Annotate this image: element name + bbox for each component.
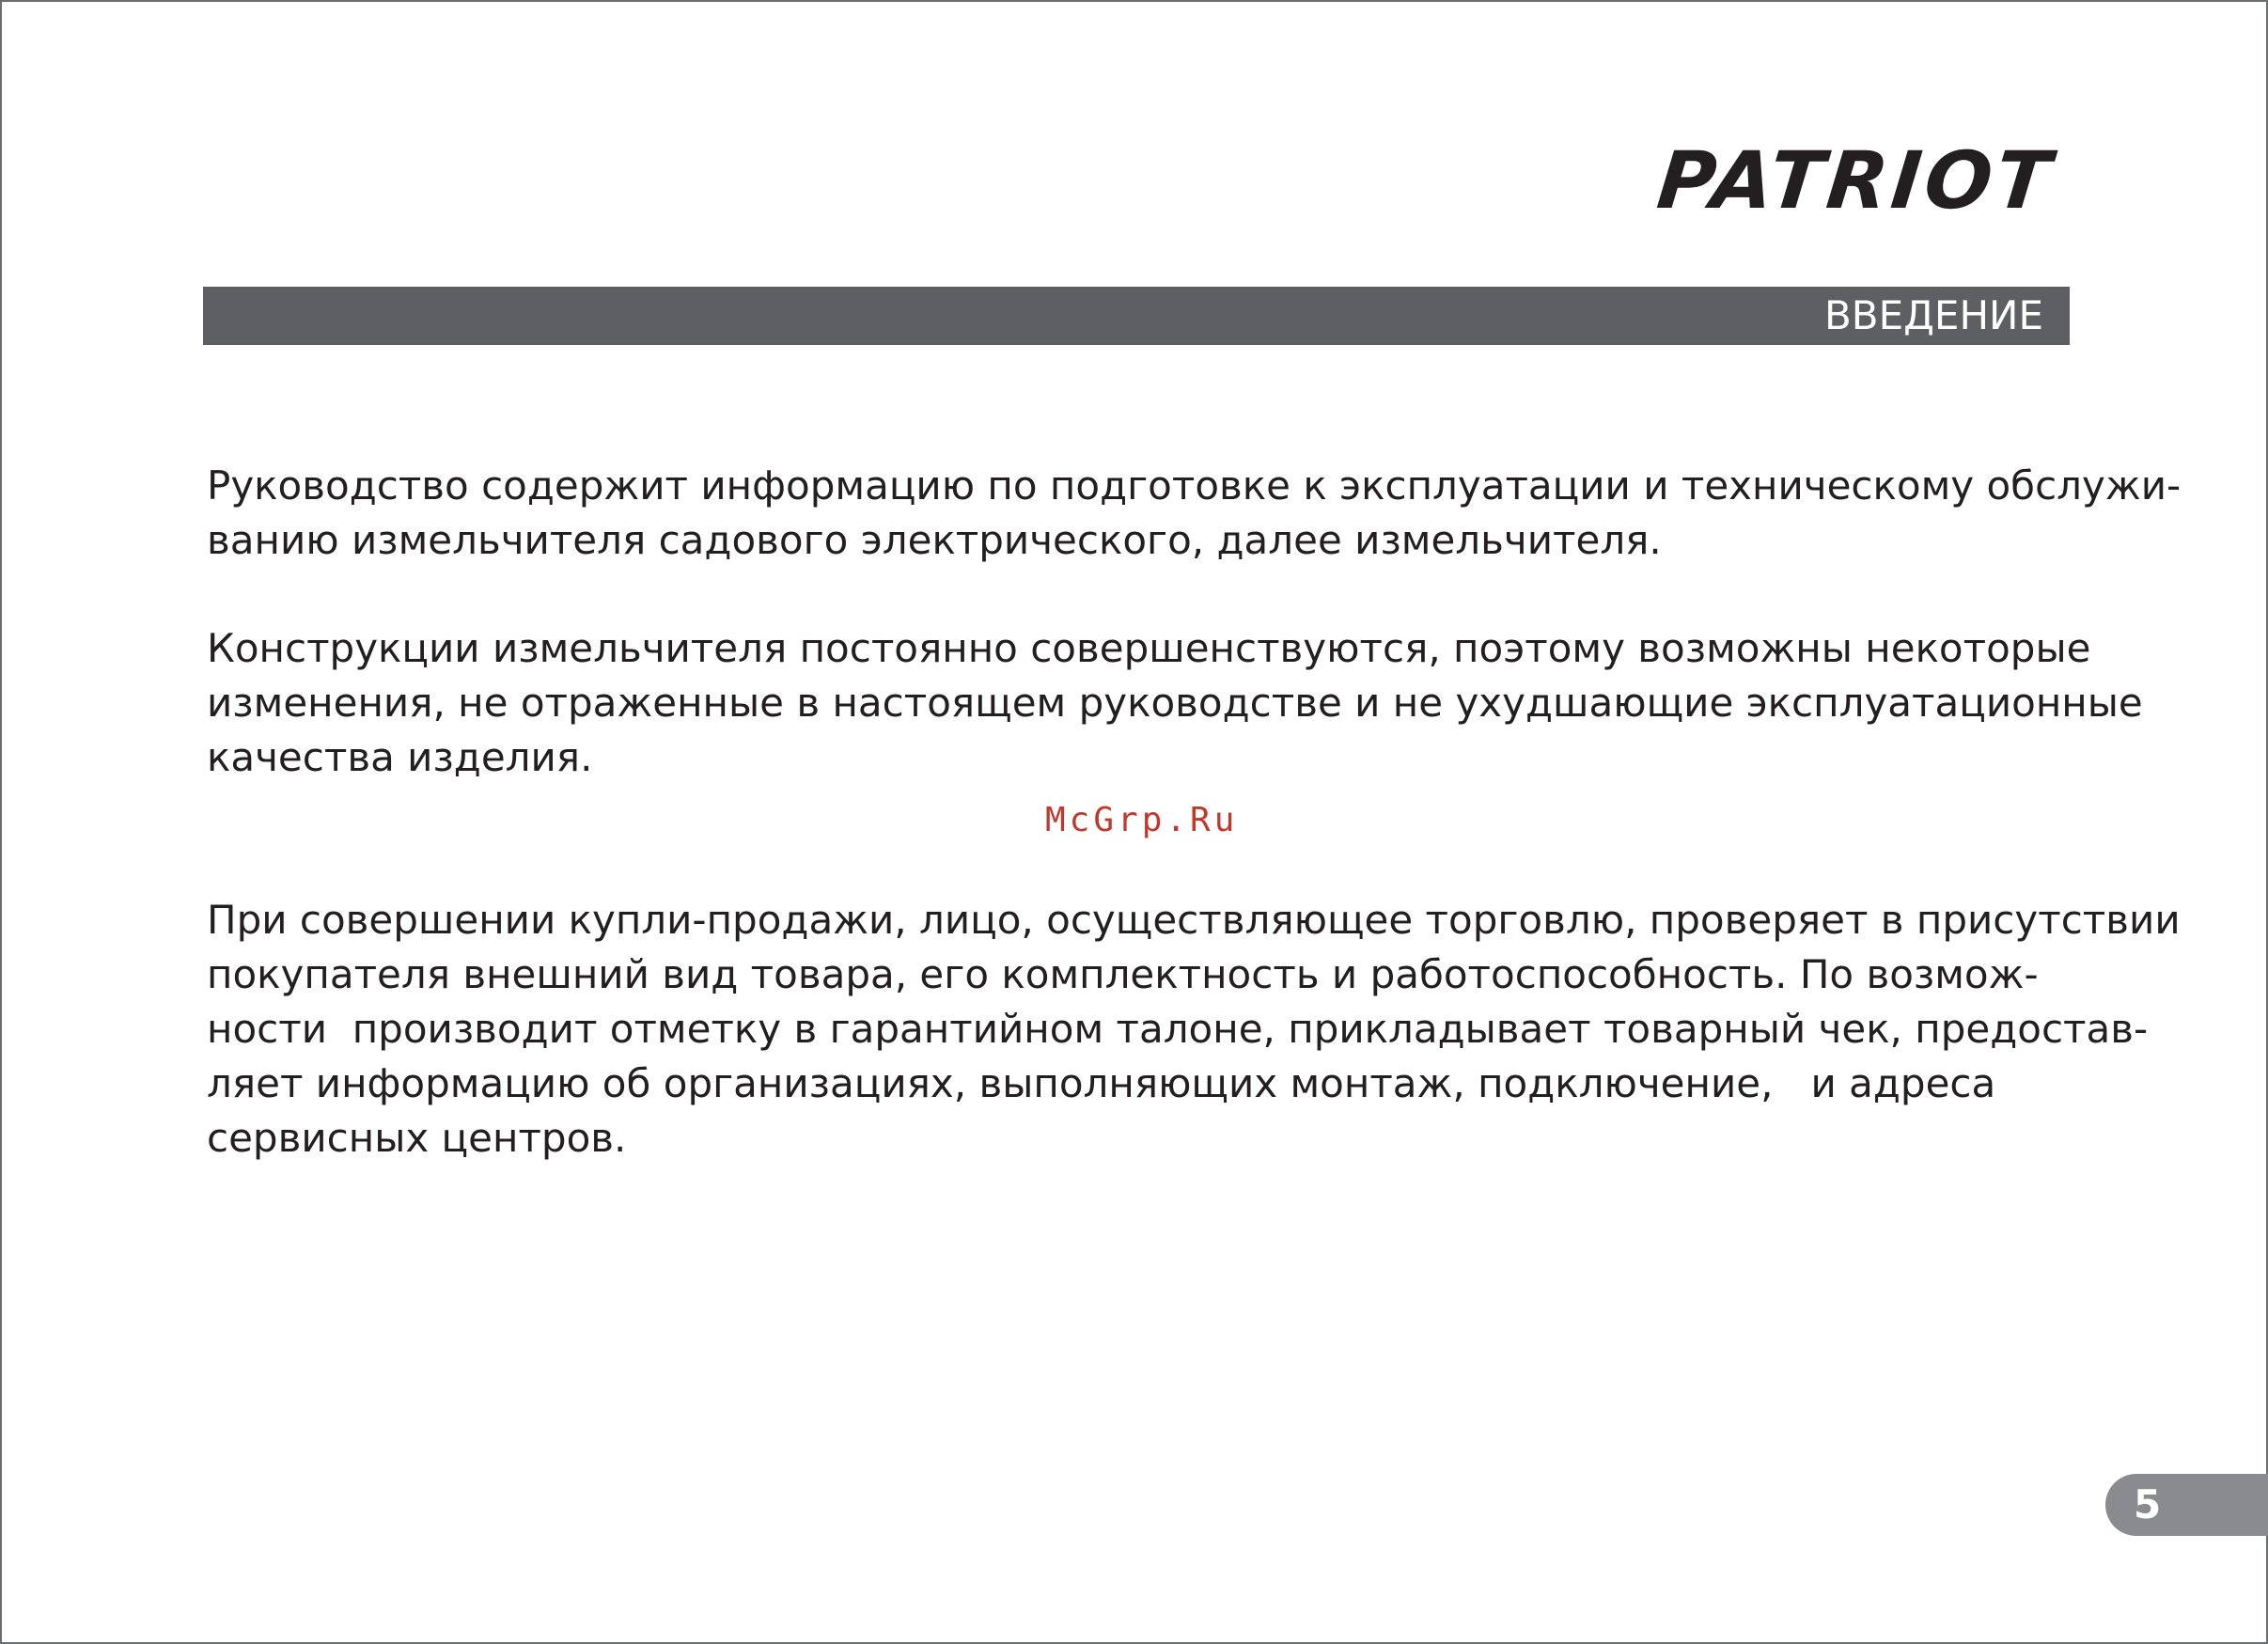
text-line: Руководство содержит информацию по подготовке к эксплуатации и техническому обслужи- [207, 462, 2182, 509]
paragraph-sale-conditions [207, 893, 2181, 1166]
text-line: ванию измельчителя садового электрического, далее измельчителя. [207, 517, 1662, 563]
section-header-bar [203, 287, 2070, 345]
text-line: качества изделия. [207, 734, 593, 780]
patriot-logo: PATRIOT [1653, 134, 2059, 227]
section-title: ВВЕДЕНИЕ [1823, 292, 2043, 338]
text-line: При совершении купли-продажи, лицо, осуществляющее торговлю, проверяет в присутствии [207, 897, 2181, 943]
text-line: сервисных центров. [207, 1115, 627, 1161]
watermark: McGrp.Ru [1045, 801, 1239, 839]
text-line: Конструкции измельчителя постоянно совершенствуются, поэтому возможны некоторые [207, 625, 2091, 671]
page-number-tab [2105, 1474, 2268, 1536]
paragraph-design-changes [207, 621, 2143, 785]
page-number: 5 [2134, 1481, 2162, 1527]
text-line: покупателя внешний вид товара, его комплектность и работоспособность. По возмож- [207, 951, 2039, 997]
text-line: изменения, не отраженные в настоящем руководстве и не ухудшающие эксплуатационные [207, 680, 2143, 726]
paragraph-intro [207, 459, 2182, 568]
text-line: ности производит отметку в гарантийном талоне, прикладывает товарный чек, предостав- [207, 1006, 2149, 1052]
text-line: ляет информацию об организациях, выполняющих монтаж, подключение, и адреса [207, 1060, 1996, 1106]
